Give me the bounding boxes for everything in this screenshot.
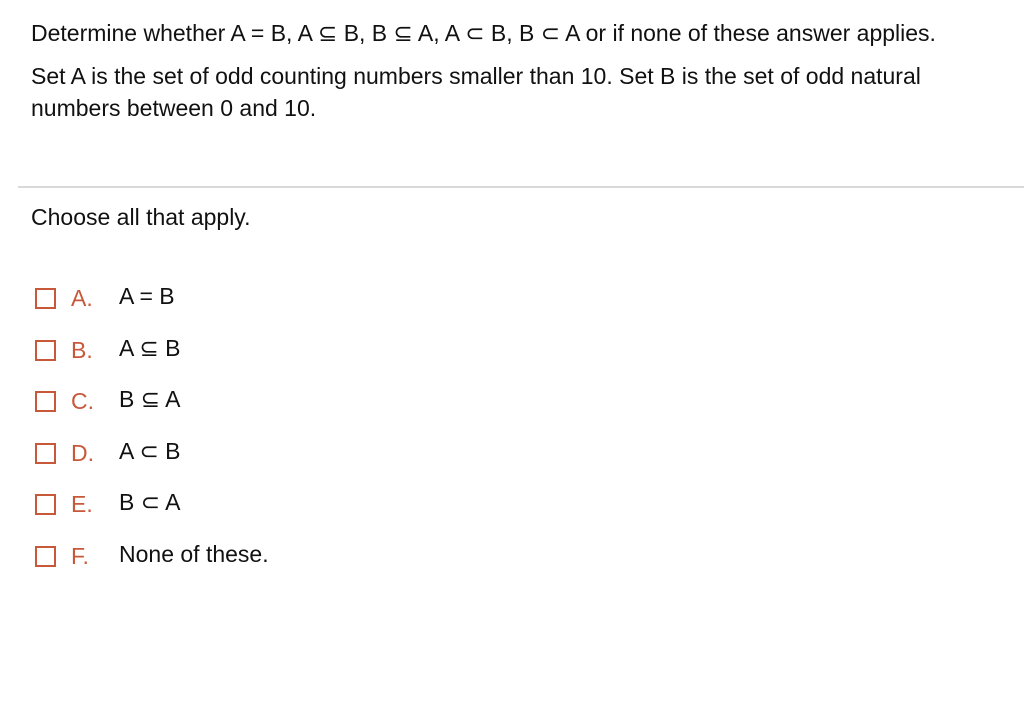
- option-e-checkbox[interactable]: [35, 494, 56, 515]
- question-text: [31, 16, 991, 124]
- option-d[interactable]: [35, 433, 269, 485]
- option-f-text: None of these.: [119, 540, 269, 567]
- option-d-checkbox[interactable]: [35, 443, 56, 464]
- option-d-text: A ⊂ B: [119, 437, 181, 464]
- option-f[interactable]: [35, 536, 269, 588]
- option-a-letter: A.: [71, 285, 93, 311]
- option-b-text: A ⊆ B: [119, 334, 181, 361]
- question-sets: Set A is the set of odd counting numbers smaller than 10. Set B is the set of odd natural numbers between 0 and 10.: [31, 63, 921, 121]
- option-b[interactable]: [35, 330, 269, 382]
- option-c-letter: C.: [71, 388, 94, 414]
- option-a[interactable]: [35, 278, 269, 330]
- option-a-text: A = B: [119, 283, 175, 309]
- option-c-text: B ⊆ A: [119, 386, 181, 412]
- option-a-checkbox[interactable]: [35, 288, 56, 309]
- option-c[interactable]: [35, 381, 269, 433]
- question-intro: Determine whether A = B, A ⊆ B, B ⊆ A, A ⊂ B, B ⊂ A or if none of these answer applies.: [31, 20, 936, 46]
- option-e-text: B ⊂ A: [119, 489, 181, 515]
- option-c-checkbox[interactable]: [35, 391, 56, 412]
- option-e-letter: E.: [71, 491, 93, 517]
- instruction-text: Choose all that apply.: [31, 204, 251, 230]
- option-d-letter: D.: [71, 439, 94, 466]
- option-b-letter: B.: [71, 336, 93, 363]
- option-b-checkbox[interactable]: [35, 340, 56, 361]
- answer-options: [35, 278, 269, 587]
- option-e[interactable]: [35, 484, 269, 536]
- option-f-letter: F.: [71, 542, 89, 569]
- option-f-checkbox[interactable]: [35, 546, 56, 567]
- divider: [18, 186, 1024, 188]
